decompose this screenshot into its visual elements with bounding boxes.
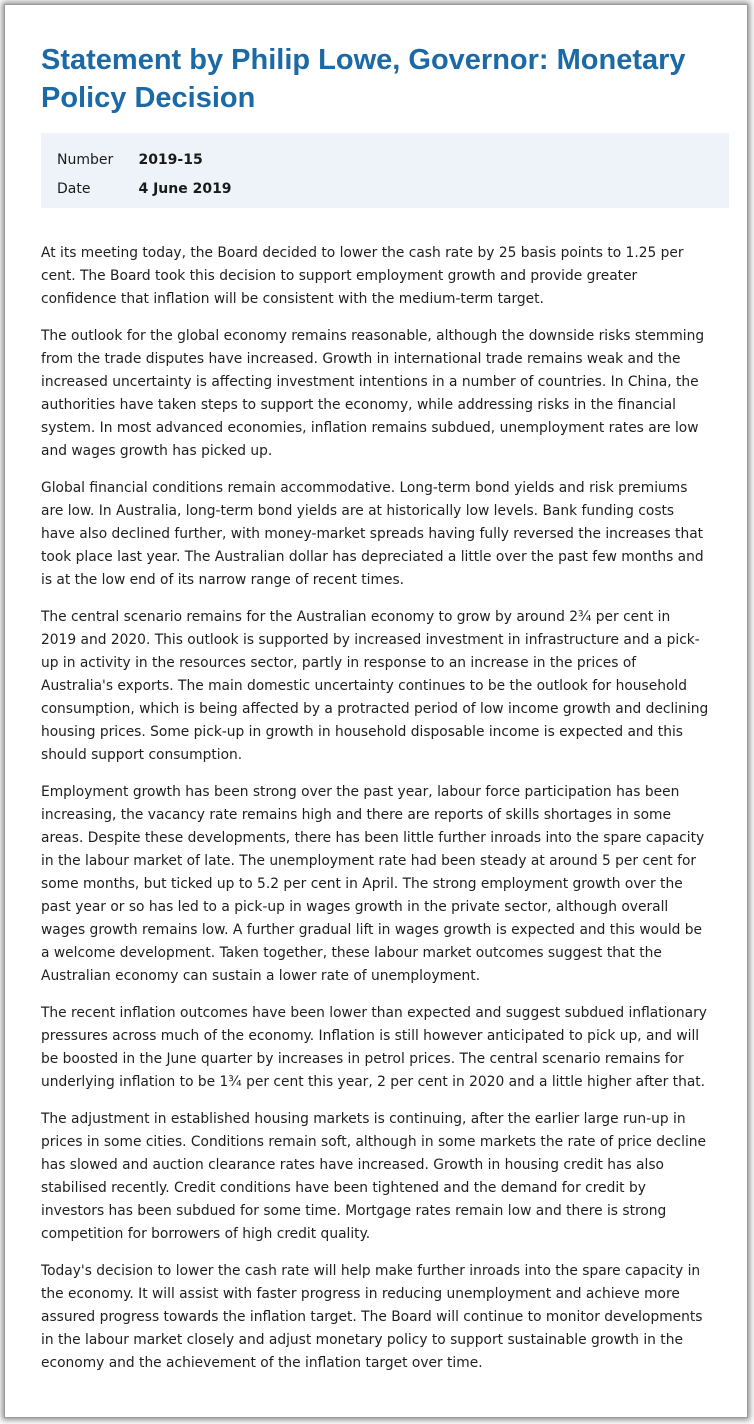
paragraph: The outlook for the global economy remains reasonable, although the downside risks stemming from the trade disputes have increased. Growth in international trade remains weak and the increased uncertainty is affecting investment intentions in a number of countries. In China, the authorities have taken steps to support the economy, while addressing risks in the financial system. In most advanced economies, inflation remains subdued, unemployment rates are low and wages growth has picked up. bbox=[41, 328, 705, 459]
meta-row-date bbox=[57, 178, 232, 200]
paragraph: The adjustment in established housing markets is continuing, after the earlier large run-up in prices in some cities. Conditions remain soft, although in some markets the rate of price decline has slowed and auction clearance rates have increased. Growth in housing credit has also stabilised recently. Credit conditions have been tightened and the demand for credit by investors has been subdued for some time. Mortgage rates remain low and there is strong competition for borrowers of high credit quality. bbox=[41, 1111, 707, 1242]
paragraph: Today's decision to lower the cash rate will help make further inroads into the spare capacity in the economy. It will assist with faster progress in reducing unemployment and achieve more assured progress towards the inflation target. The Board will continue to monitor developments in the labour market closely and adjust monetary policy to support sustainable growth in the economy and the achievement of the inflation target over time. bbox=[41, 1263, 703, 1371]
page-title: Statement by Philip Lowe, Governor: Monetary Policy Decision bbox=[41, 44, 686, 114]
document-frame bbox=[4, 4, 748, 1418]
statement-body bbox=[41, 242, 709, 1389]
paragraph: Employment growth has been strong over the past year, labour force participation has been increasing, the vacancy rate remains high and there are reports of skills shortages in some areas. Despite these developments, there has been little further inroads into the spare capacity in the labour market of late. The unemployment rate had been steady at around 5 per cent for some months, but ticked up to 5.2 per cent in April. The strong employment growth over the past year or so has led to a pick-up in wages growth in the private sector, although overall wages growth remains low. A further gradual lift in wages growth is expected and this would be a welcome development. Taken together, these labour market outcomes suggest that the Australian economy can sustain a lower rate of unemployment. bbox=[41, 784, 705, 984]
paragraph: At its meeting today, the Board decided to lower the cash rate by 25 basis points to 1.25 per cent. The Board took this decision to support employment growth and provide greater confidence that inflation will be consistent with the medium-term target. bbox=[41, 245, 684, 307]
meta-row-number bbox=[57, 149, 203, 171]
date-value: 4 June 2019 bbox=[138, 181, 232, 197]
number-label: Number bbox=[57, 152, 114, 168]
paragraph: The central scenario remains for the Australian economy to grow by around 2¾ per cent in 2019 and 2020. This outlook is supported by increased investment in infrastructure and a pick-up in activity in the resources sector, partly in response to an increase in the prices of Australia's exports. The main domestic uncertainty continues to be the outlook for household consumption, which is being affected by a protracted period of low income growth and declining housing prices. Some pick-up in growth in household disposable income is expected and this should support consumption. bbox=[41, 609, 709, 763]
metadata-box bbox=[41, 133, 729, 208]
paragraph: The recent inflation outcomes have been lower than expected and suggest subdued inflationary pressures across much of the economy. Inflation is still however anticipated to pick up, and will be boosted in the June quarter by increases in petrol prices. The central scenario remains for underlying inflation to be 1¾ per cent this year, 2 per cent in 2020 and a little higher after that. bbox=[41, 1005, 707, 1090]
paragraph: Global financial conditions remain accommodative. Long-term bond yields and risk premiums are low. In Australia, long-term bond yields are at historically low levels. Bank funding costs have also declined further, with money-market spreads having fully reversed the increases that took place last year. The Australian dollar has depreciated a little over the past few months and is at the low end of its narrow range of recent times. bbox=[41, 480, 704, 588]
number-value: 2019-15 bbox=[138, 152, 203, 168]
date-label: Date bbox=[57, 181, 91, 197]
